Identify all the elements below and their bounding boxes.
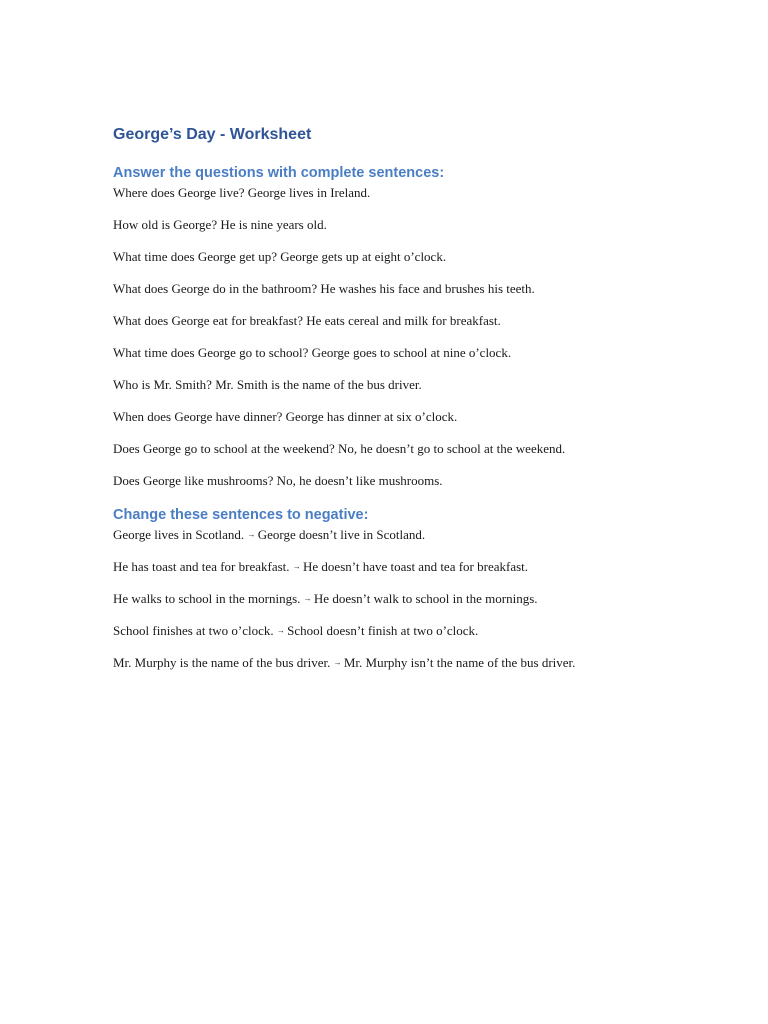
arrow-icon: → [292, 562, 300, 571]
negative-sentence-line [113, 653, 733, 673]
original-sentence: He has toast and tea for breakfast. [113, 559, 290, 574]
section-heading-questions: Answer the questions with complete sentences: [113, 165, 445, 181]
negative-sentence: He doesn’t have toast and tea for breakfast. [303, 559, 529, 574]
arrow-icon: → [333, 658, 341, 667]
question-answer-line: Where does George live? George lives in Ireland. [113, 185, 371, 200]
arrow-icon: → [276, 626, 284, 635]
negative-sentence-line [113, 525, 733, 545]
original-sentence: School finishes at two o’clock. [113, 623, 274, 638]
question-answer-line: Does George go to school at the weekend? No, he doesn’t go to school at the weekend. [113, 441, 566, 456]
negative-sentence-line [113, 589, 733, 609]
negative-sentence-list [113, 525, 733, 673]
negative-sentence: Mr. Murphy isn’t the name of the bus driver. [343, 655, 576, 670]
question-answer-line: How old is George? He is nine years old. [113, 217, 327, 232]
document-title: George’s Day - Worksheet [113, 126, 312, 143]
negative-sentence-line [113, 621, 733, 641]
question-answer-line: What does George eat for breakfast? He eats cereal and milk for breakfast. [113, 313, 501, 328]
negative-sentence: George doesn’t live in Scotland. [257, 527, 426, 542]
original-sentence: Mr. Murphy is the name of the bus driver. [113, 655, 331, 670]
section-heading-negative: Change these sentences to negative: [113, 507, 369, 523]
question-answer-line: What does George do in the bathroom? He washes his face and brushes his teeth. [113, 281, 535, 296]
question-answer-line: Does George like mushrooms? No, he doesn’t like mushrooms. [113, 473, 443, 488]
original-sentence: He walks to school in the mornings. [113, 591, 301, 606]
question-answer-list [113, 183, 733, 491]
arrow-icon: → [303, 594, 311, 603]
question-answer-line: What time does George get up? George gets up at eight o’clock. [113, 249, 447, 264]
negative-sentence: He doesn’t walk to school in the mornings. [313, 591, 538, 606]
negative-sentence-line [113, 557, 733, 577]
question-answer-line: What time does George go to school? George goes to school at nine o’clock. [113, 345, 512, 360]
worksheet-page [113, 124, 733, 673]
question-answer-line: When does George have dinner? George has dinner at six o’clock. [113, 409, 458, 424]
question-answer-line: Who is Mr. Smith? Mr. Smith is the name of the bus driver. [113, 377, 422, 392]
original-sentence: George lives in Scotland. [113, 527, 245, 542]
arrow-icon: → [247, 530, 255, 539]
negative-sentence: School doesn’t finish at two o’clock. [287, 623, 479, 638]
